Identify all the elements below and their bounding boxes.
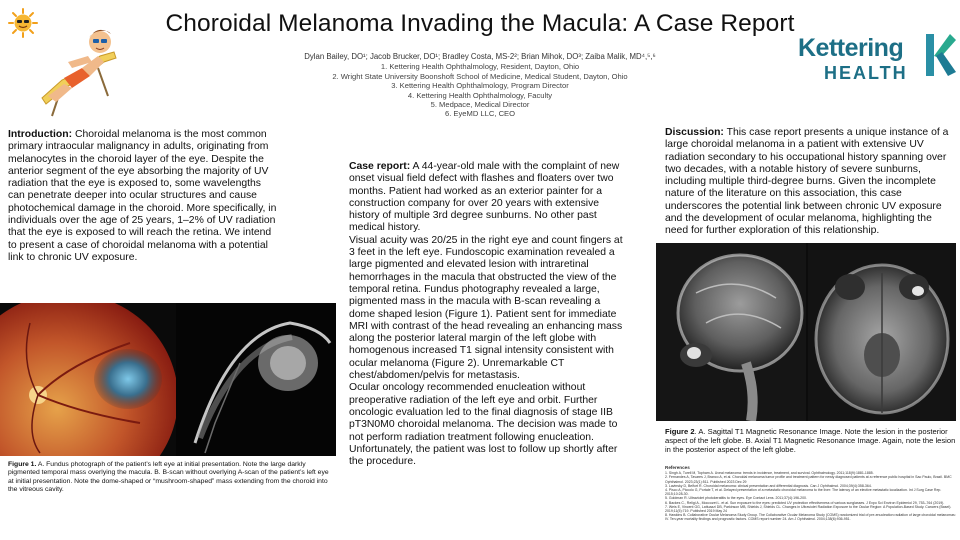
references-section [665,466,957,522]
poster-title: Choroidal Melanoma Invading the Macula: A Case Report [165,10,795,37]
figure-1-label: Figure 1. [8,461,37,468]
kettering-k-mark-icon [922,32,956,78]
affiliation-4: 4. Kettering Health Ophthalmology, Faculty [407,90,553,100]
figure-2-label: Figure 2 [665,427,695,436]
reference-7: 7. Weis E, Vincent GG, Lattuazzi DB, Parkinson MB, Shields J, Shields CL. Changes in Ultraviolet Radiation Exposure to the Ocular Region: A Population-Based Study. Cancers (Basel). 2019;11(5):719. Published 2019 May 24 [665,504,952,514]
discussion-text: This case report presents a unique instance of a large choroidal melanoma in a patient with extensive UV radiation secondary to his occupational history spanning over two decades, with a notable history of severe sunburns, including multiple third-degree burns. Given the incomplete nature of the literature on this association, this case underscores the potential link between chronic UV exposure and the development of ocular melanoma, highlighting the need for further exploration of this relationship. [665,127,949,237]
introduction-heading: Introduction: [8,129,73,140]
reference-3: 3. Lavinsky D, Belfort R. Choroidal melanoma: clinical presentation and differential diagnosis. Can J Ophthalmol. 2004;39(4):358-364. [665,483,872,488]
case-report-section [349,161,627,468]
case-report-paragraph-3: Ocular oncology recommended enucleation without preoperative radiation of the left eye and orbit. Further oncologic evaluation led to the final diagnosis of stage IIB pT3N0M0 choroidal melanoma. The decision was made to not perform radiation treatment following enucleation. Unfortunately, the patient was lost to follow up shortly after the procedure. [349,382,618,468]
reference-6: 6. Backes C., Religi A., Moccozet L. et al. Sun exposure to the eyes: predicted UV protection effectiveness of various sunglasses. J Expo Sci Environ Epidemiol 29, 753–764 (2019). [665,500,945,505]
figure-1-caption [8,461,330,494]
figure-1-images [0,303,336,456]
affiliation-2: 2. Wright State University Boonshoft School of Medicine, Medical Student, Dayton, Ohio [332,71,628,81]
reference-2: 2. Fernandes A, Tavares J, Branco A, et al. Choroidal melanoma tumor profile and treatment pattern for newly diagnosed patients at a reference public hospital in Sao Paulo, Brazil. BMC Ophthalmol. 2023;23(1):511. Published 2023 Dec 29 [665,475,952,484]
reference-1: 1. Singh A, Turell M, Topham A. Uveal melanoma: trends in incidence, treatment, and survival. Ophthalmology. 2011;118(9):1881-1885. [665,471,874,476]
introduction-section [8,129,278,264]
case-report-text-1: A 44-year-old male with the complaint of new onset visual field defect with flashes and floaters over two months. Patient had worked as an exterior painter for a construction company for over 20 years with extensive history of multiple 3rd degree sunburns. No other past medical history. [349,161,620,234]
affiliation-5: 5. Medpace, Medical Director [430,100,530,110]
case-report-paragraph-1 [349,161,627,235]
reference-8: 8. Hawkins B. Collaborative Ocular Melanoma Study Group. The Collaborative Ocular Melanoma Study (COMS) randomized trial of pre-enucleation radiation of large choroidal melanomas: IV. Ten-year mortality findings and prognostic factors. COMS report number 24. Am J Ophthalmol. 2004;138(6):936-951. [665,513,956,522]
discussion-heading: Discussion: [665,127,724,138]
case-report-paragraph-2: Visual acuity was 20/25 in the right eye and count fingers at 3 feet in the left eye. Fundoscopic examination revealed a large pigmented and elevated lesion with intraretinal hemorrhages in the macula that obstructed the view of the temporal retina. Fundus photography revealed a large, pigmented mass in the macula with B-scan revealing a dome shaped lesion (Figure 1). Patient sent for immediate MRI with contrast of the head revealing an enhancing mass along the posterior lateral margin of the left globe with homogenous increased T1 signal intensity consistent with ocular melanoma (Figure 2). Unremarkable CT chest/abdomen/pelvis for metastasis. [349,234,623,382]
figure-1-caption-text: A. Fundus photograph of the patient’s left eye at initial presentation. Note the large darkly pigmented temporal mass overlying the macula. B. B-scan without overlying A-scan of the patient’s left eye at initial presentation. Note the dome-shaped or “mushroom-shaped” mass extending from the choroid into the vitreous cavity. [8,461,329,493]
author-block [200,52,760,119]
reference-4: 4. Pisco A, Piccolo G, Portale T, et al. Delayed presentation of a metastatic choroidal melanoma to the liver: The latency of an elective metastatic localization. Int J Surg Case Rep. 2015;10:28-30. [665,488,942,497]
figure-2-caption [665,427,957,455]
kettering-health-logo [798,30,956,90]
figure-2-caption-text: . A. Sagittal T1 Magnetic Resonance Image. Note the lesion in the posterior aspect of the left globe. B. Axial T1 Magnetic Resonance Image. Again, note the lesion in the posterior aspect of the left globe. [665,427,956,455]
author-list: Dylan Bailey, DO¹; Jacob Brucker, DO¹; Bradley Costa, MS-2²; Brian Mihok, DO³; Zaiba Malik, MD⁴,⁵,⁶ [304,52,656,61]
discussion-section [665,127,957,238]
reference-5: 5. Goldman R. Ultraviolet photokeratitis to the eyes. Eye Contact Lens. 2011;37(4):196-200. [665,496,807,501]
logo-line-1: Kettering [798,34,904,62]
axial-mri-image [808,243,956,421]
figure-2-images [656,243,956,421]
case-report-heading: Case report: [349,161,411,172]
references-heading: References [665,465,690,470]
sagittal-mri-image [656,243,806,421]
affiliation-3: 3. Kettering Health Ophthalmology, Program Director [391,81,569,91]
affiliation-6: 6. EyeMD LLC, CEO [444,109,516,119]
introduction-text: Choroidal melanoma is the most common primary intraocular malignancy in adults, originating from melanocytes in the choroid layer of the eye. Despite the anterior segment of the eye absorbing the majority of UV radiation that the eye is exposed to, some wavelengths can penetrate deeper into ocular structures and cause photochemical damage in the choroid. More specifically, in individuals over the age of 25 years, 1–2% of UV radiation that the eye is exposed to will reach the retina. We intend to present a case of choroidal melanoma with a potential link to chronic UV exposure. [8,129,277,263]
logo-line-2: HEALTH [824,63,908,83]
affiliation-1: 1. Kettering Health Ophthalmology, Resident, Dayton, Ohio [380,62,580,72]
b-scan-ultrasound-image [176,303,336,456]
